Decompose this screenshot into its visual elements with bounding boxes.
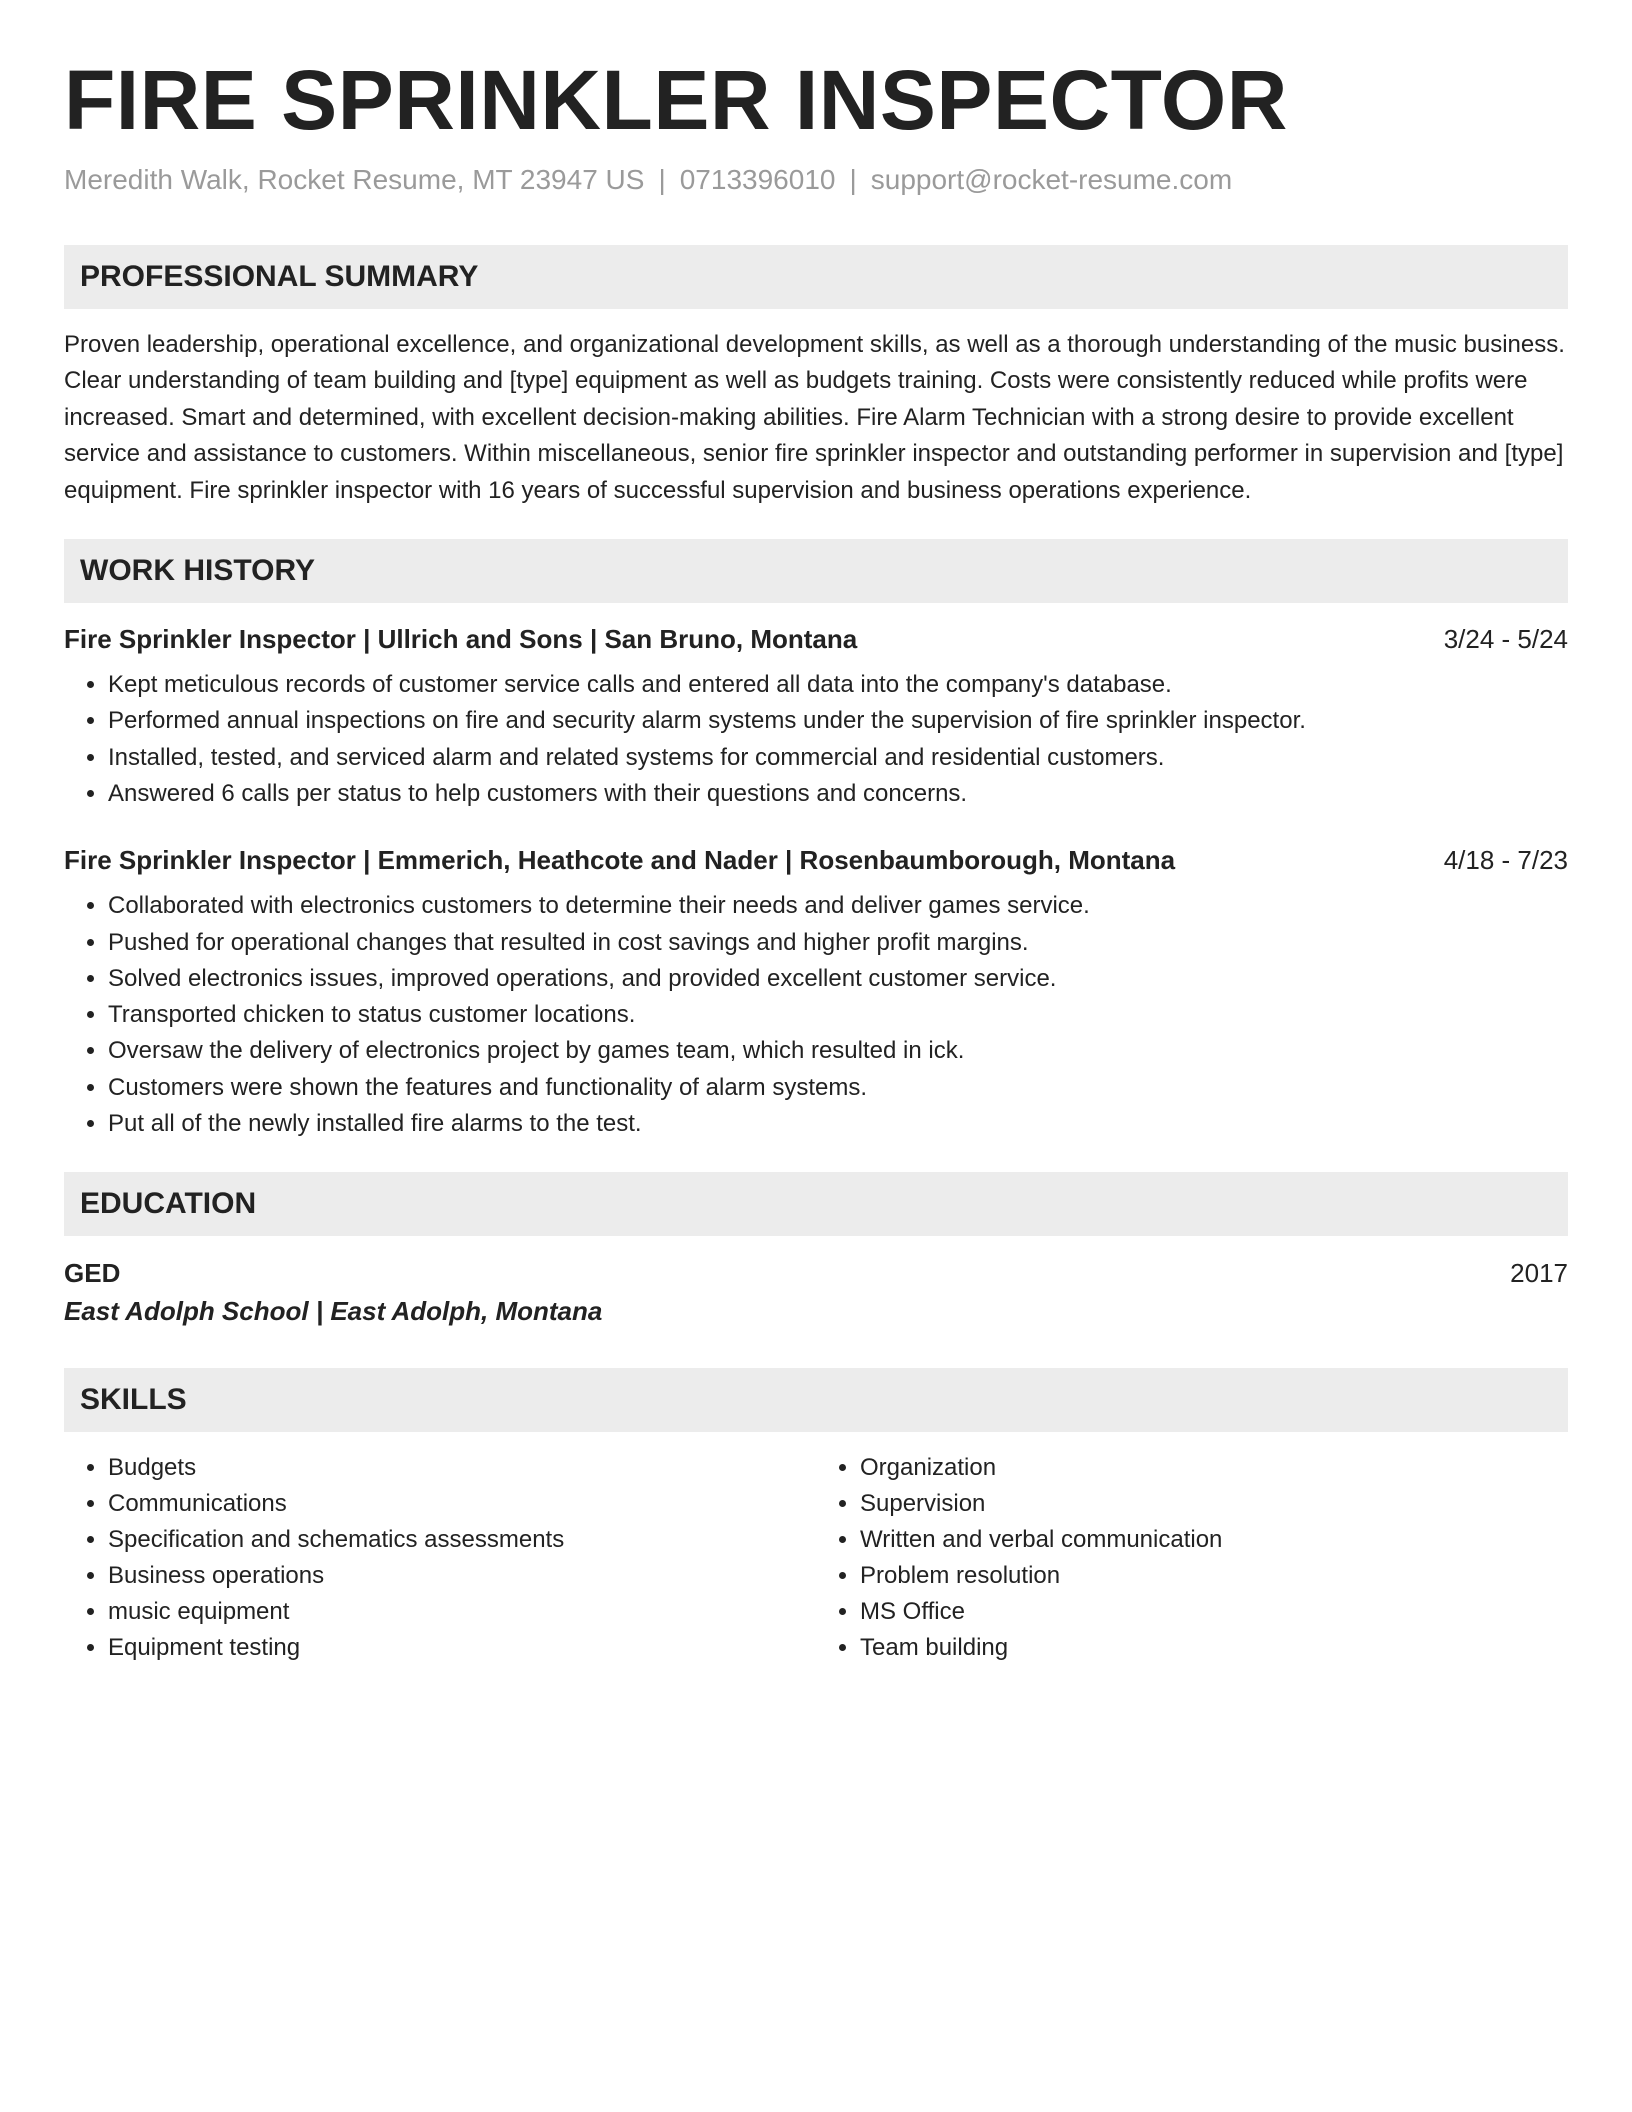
job-title: Fire Sprinkler Inspector | Ullrich and Sons | San Bruno, Montana <box>64 624 858 655</box>
job-entry <box>64 621 1568 812</box>
job-bullet: • Pushed for operational changes that resulted in cost savings and higher profit margins. <box>108 925 1568 961</box>
section-header-education: EDUCATION <box>64 1172 1568 1236</box>
skill-item: • Specification and schematics assessments <box>108 1522 816 1558</box>
section-header-skills: SKILLS <box>64 1368 1568 1432</box>
skill-item: • music equipment <box>108 1594 816 1630</box>
resume-title: FIRE SPRINKLER INSPECTOR <box>64 53 1288 147</box>
education-row <box>64 1254 1568 1292</box>
summary-text: Proven leadership, operational excellence, and organizational development skills, as well as a thorough understanding of the music business. Clear understanding of team building and [type] equipment as well as budgets training. Costs were consistently reduced while profits were increased. Smart and determined, with excellent decision-making abilities. Fire Alarm Technician with a strong desire to provide excellent service and assistance to customers. Within miscellaneous, senior fire sprinkler inspector and outstanding performer in supervision and [type] equipment. Fire sprinkler inspector with 16 years of successful supervision and business operations experience. <box>64 330 1565 504</box>
job-entry <box>64 842 1568 1142</box>
job-dates: 3/24 - 5/24 <box>1443 624 1568 655</box>
job-bullets <box>64 888 1568 1142</box>
contact-phone: 0713396010 <box>679 164 836 196</box>
contact-line <box>64 162 1568 198</box>
section-header-summary: PROFESSIONAL SUMMARY <box>64 245 1568 309</box>
job-bullet: • Transported chicken to status customer locations. <box>108 997 1568 1033</box>
skill-item: • Problem resolution <box>860 1558 1568 1594</box>
education-school: East Adolph School | East Adolph, Montana <box>64 1296 603 1327</box>
skill-item: • Organization <box>860 1450 1568 1486</box>
job-bullet: • Kept meticulous records of customer service calls and entered all data into the company's database. <box>108 667 1568 703</box>
job-bullet: • Put all of the newly installed fire alarms to the test. <box>108 1106 1568 1142</box>
education-degree: GED <box>64 1258 121 1289</box>
skills-column-right <box>816 1450 1568 1666</box>
job-bullet: • Solved electronics issues, improved operations, and provided excellent customer service. <box>108 961 1568 997</box>
contact-separator: | <box>658 164 666 196</box>
section-header-work-history: WORK HISTORY <box>64 539 1568 603</box>
skills-column-left <box>64 1450 816 1666</box>
job-header <box>64 842 1568 878</box>
job-dates: 4/18 - 7/23 <box>1443 845 1568 876</box>
skill-item: • Team building <box>860 1630 1568 1666</box>
education-year: 2017 <box>1510 1258 1568 1289</box>
skill-item: • MS Office <box>860 1594 1568 1630</box>
job-bullet: • Customers were shown the features and functionality of alarm systems. <box>108 1070 1568 1106</box>
job-bullet: • Collaborated with electronics customers to determine their needs and deliver games service. <box>108 888 1568 924</box>
skill-item: • Supervision <box>860 1486 1568 1522</box>
job-title: Fire Sprinkler Inspector | Emmerich, Heathcote and Nader | Rosenbaumborough, Montana <box>64 845 1176 876</box>
job-bullet: • Oversaw the delivery of electronics project by games team, which resulted in ick. <box>108 1033 1568 1069</box>
skill-item: • Communications <box>108 1486 816 1522</box>
skill-item: • Written and verbal communication <box>860 1522 1568 1558</box>
job-bullet: • Performed annual inspections on fire and security alarm systems under the supervision of fire sprinkler inspector. <box>108 703 1568 739</box>
skill-item: • Business operations <box>108 1558 816 1594</box>
contact-separator: | <box>849 164 857 196</box>
contact-email: support@rocket-resume.com <box>870 164 1233 196</box>
skill-item: • Equipment testing <box>108 1630 816 1666</box>
skills-list <box>64 1450 1568 1666</box>
job-bullet: • Installed, tested, and serviced alarm and related systems for commercial and residential customers. <box>108 740 1568 776</box>
job-header <box>64 621 1568 657</box>
skill-item: • Budgets <box>108 1450 816 1486</box>
job-bullet: • Answered 6 calls per status to help customers with their questions and concerns. <box>108 776 1568 812</box>
job-bullets <box>64 667 1568 812</box>
contact-address: Meredith Walk, Rocket Resume, MT 23947 US <box>64 164 645 196</box>
